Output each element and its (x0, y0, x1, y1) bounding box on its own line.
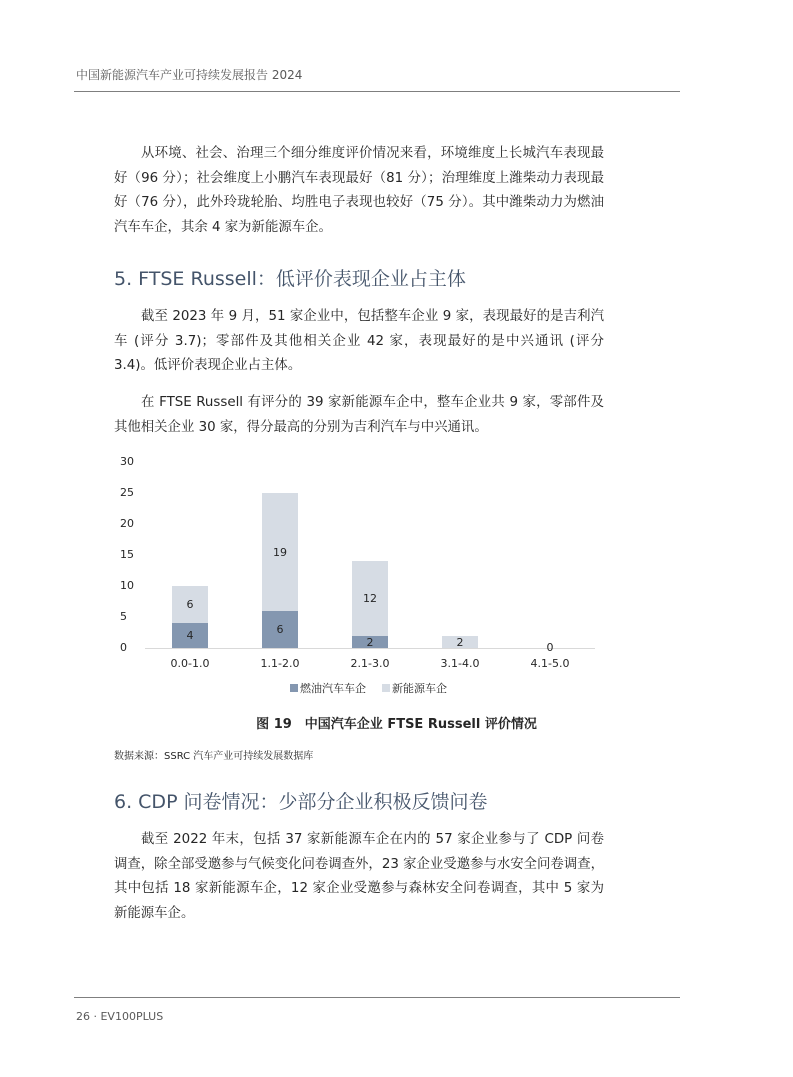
page-header-title: 中国新能源汽车产业可持续发展报告 2024 (76, 68, 303, 82)
section-heading-cdp: 6. CDP 问卷情况：少部分企业积极反馈问卷 (114, 791, 488, 813)
figure-source: 数据来源：SSRC 汽车产业可持续发展数据库 (114, 751, 314, 762)
x-tick-label: 4.1-5.0 (530, 657, 570, 670)
legend-swatch-icon (382, 684, 390, 692)
header-rule (74, 91, 680, 92)
section-heading-ftse: 5. FTSE Russell：低评价表现企业占主体 (114, 268, 466, 290)
ftse-rating-chart (110, 450, 610, 700)
legend-item-nev (382, 680, 447, 696)
y-tick: 0 (120, 641, 127, 654)
legend-label: 燃油汽车车企 (300, 682, 366, 695)
bar-segment-fuel: 4 (172, 623, 208, 648)
y-tick: 20 (120, 517, 134, 530)
bar-segment-fuel: 2 (352, 636, 388, 648)
y-tick: 25 (120, 486, 134, 499)
bar-segment-nev: 2 (442, 636, 478, 648)
bar-segment-nev: 12 (352, 561, 388, 636)
paragraph-ftse-summary: 截至 2023 年 9 月，51 家企业中，包括整车企业 9 家，表现最好的是吉利汽车 (评分 3.7)；零部件及其他相关企业 42 家，表现最好的是中兴通讯 (评分 3.4)。低评价表现企业占主体。 (114, 309, 604, 373)
legend-label: 新能源车企 (392, 682, 447, 695)
x-tick-label: 3.1-4.0 (440, 657, 480, 670)
footer-rule (74, 997, 680, 998)
bar-segment-fuel: 6 (262, 611, 298, 648)
figure-caption: 图 19 中国汽车企业 FTSE Russell 评价情况 (256, 717, 537, 732)
bar-1.1-2.0 (262, 493, 298, 648)
bar-3.1-4.0 (442, 636, 478, 648)
legend-item-fuel (290, 680, 366, 696)
y-tick: 30 (120, 455, 134, 468)
x-tick-label: 0.0-1.0 (170, 657, 210, 670)
bar-2.1-3.0 (352, 561, 388, 648)
bar-0.0-1.0 (172, 586, 208, 648)
x-tick-label: 2.1-3.0 (350, 657, 390, 670)
y-tick: 5 (120, 610, 127, 623)
bar-segment-nev: 19 (262, 493, 298, 611)
page-footer: 26 · EV100PLUS (76, 1010, 164, 1023)
paragraph-esg-dimensions: 从环境、社会、治理三个细分维度评价情况来看，环境维度上长城汽车表现最好（96 分）；社会维度上小鹏汽车表现最好（81 分）；治理维度上潍柴动力表现最好（76 分），此外玲珑轮胎、均胜电子表现也较好（75 分）。其中潍柴动力为燃油汽车车企，其余 4 家为新能源车企。 (114, 146, 604, 235)
x-tick-label: 1.1-2.0 (260, 657, 300, 670)
bar-label-zero: 0 (546, 641, 554, 654)
y-tick: 15 (120, 548, 134, 561)
y-tick: 10 (120, 579, 134, 592)
legend-swatch-icon (290, 684, 298, 692)
bar-segment-nev: 6 (172, 586, 208, 623)
paragraph-cdp: 截至 2022 年末，包括 37 家新能源车企在内的 57 家企业参与了 CDP 问卷调查，除全部受邀参与气候变化问卷调查外，23 家企业受邀参与水安全问卷调查，其中包括 18 家新能源车企，12 家企业受邀参与森林安全问卷调查，其中 5 家为新能源车企。 (114, 832, 604, 921)
chart-legend (290, 680, 447, 696)
paragraph-ftse-nev: 在 FTSE Russell 有评分的 39 家新能源车企中，整车企业共 9 家，零部件及其他相关企业 30 家，得分最高的分别为吉利汽车与中兴通讯。 (114, 395, 604, 435)
